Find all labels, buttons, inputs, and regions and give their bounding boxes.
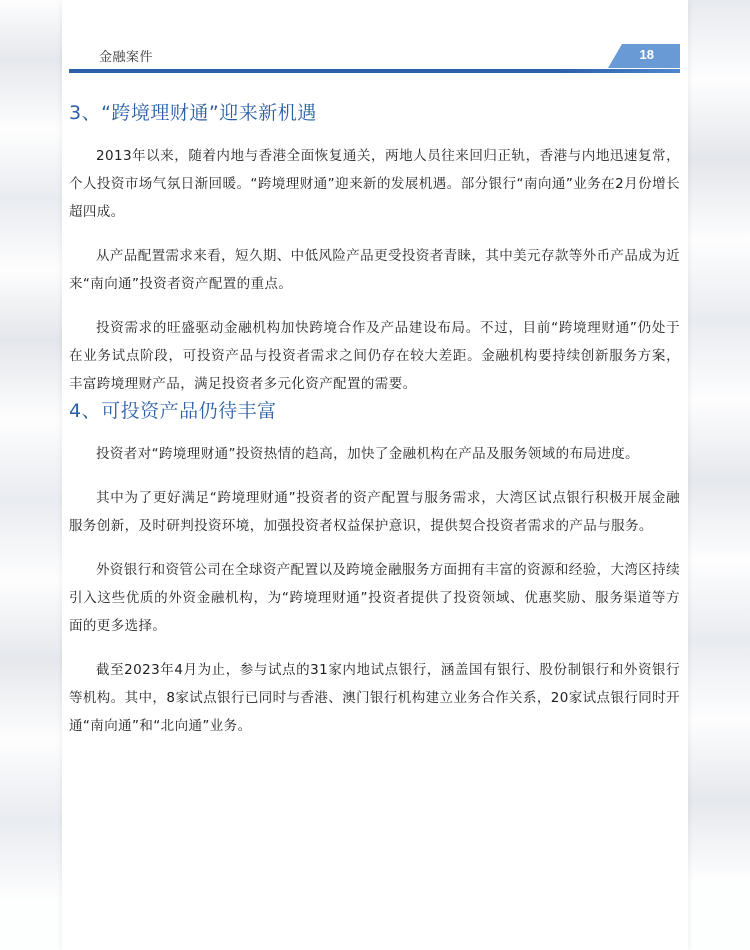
header-divider: [69, 69, 680, 73]
body-paragraph: 从产品配置需求来看，短久期、中低风险产品更受投资者青睐，其中美元存款等外币产品成为近来“南向通”投资者资产配置的重点。: [69, 248, 680, 292]
body-paragraph: 截至2023年4月为止，参与试点的31家内地试点银行，涵盖国有银行、股份制银行和外资银行等机构。其中，8家试点银行已同时与香港、澳门银行机构建立业务合作关系，20家试点银行同时开通“南向通”和“北向通”业务。: [69, 662, 680, 734]
page-number: 18: [639, 47, 654, 62]
page-header: [69, 44, 680, 74]
header-title: 金融案件: [99, 50, 154, 65]
background-right-panel: [688, 0, 750, 950]
body-paragraph: 其中为了更好满足“跨境理财通”投资者的资产配置与服务需求，大湾区试点银行积极开展金融服务创新，及时研判投资环境，加强投资者权益保护意识，提供契合投资者需求的产品与服务。: [69, 490, 680, 534]
background-left-panel: [0, 0, 62, 950]
section-heading-3: 3、“跨境理财通”迎来新机遇: [69, 102, 317, 124]
body-paragraph: 外资银行和资管公司在全球资产配置以及跨境金融服务方面拥有丰富的资源和经验，大湾区持续引入这些优质的外资金融机构，为“跨境理财通”投资者提供了投资领域、优惠奖励、服务渠道等方面的更多选择。: [69, 562, 680, 634]
body-paragraph: 2013年以来，随着内地与香港全面恢复通关，两地人员往来回归正轨，香港与内地迅速复常，个人投资市场气氛日渐回暖。“跨境理财通”迎来新的发展机遇。部分银行“南向通”业务在2月份增长超四成。: [69, 148, 680, 220]
document-page: [62, 0, 688, 950]
body-paragraph: 投资者对“跨境理财通”投资热情的趋高，加快了金融机构在产品及服务领域的布局进度。: [96, 446, 639, 462]
body-paragraph: 投资需求的旺盛驱动金融机构加快跨境合作及产品建设布局。不过，目前“跨境理财通”仍处于在业务试点阶段，可投资产品与投资者需求之间仍存在较大差距。金融机构要持续创新服务方案，丰富跨境理财产品，满足投资者多元化资产配置的需要。: [69, 320, 680, 392]
page-content: [69, 100, 680, 740]
section-heading-4: 4、可投资产品仍待丰富: [69, 400, 277, 422]
